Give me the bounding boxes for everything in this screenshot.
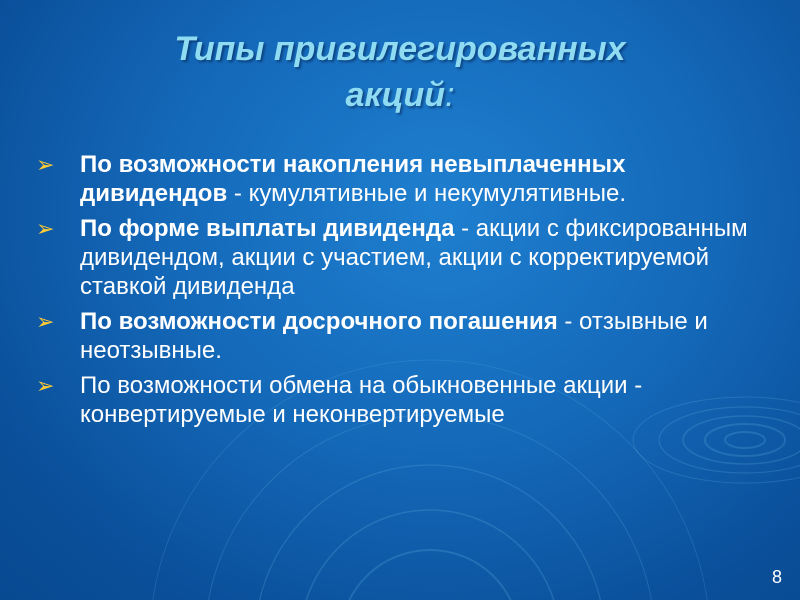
- arrow-bullet-icon: ➢: [36, 216, 55, 241]
- title-line-1: Типы привилегированных: [174, 30, 626, 68]
- bullet-bold-text: По возможности досрочного погашения: [80, 308, 558, 335]
- list-item: [36, 214, 756, 301]
- list-item: [36, 150, 756, 208]
- bullet-text: - акции с фиксированным дивидендом, акции с участием, акции с корректируемой ставкой дивиденда: [80, 215, 748, 300]
- title-line-2: [0, 72, 800, 118]
- title-line-2-text: акций: [345, 76, 446, 114]
- slide-title: [0, 26, 800, 118]
- page-number: 8: [771, 567, 782, 587]
- list-item: [36, 307, 756, 365]
- bullet-bold-text: По возможности накопления невыплаченных дивидендов: [80, 151, 626, 207]
- bullet-text: - кумулятивные и некумулятивные.: [227, 180, 627, 207]
- bullet-text: По возможности обмена на обыкновенные акции - конвертируемые и неконвертируемые: [80, 372, 643, 428]
- bullet-bold-text: По форме выплаты дивиденда: [80, 215, 455, 242]
- arrow-bullet-icon: ➢: [36, 309, 55, 334]
- arrow-bullet-icon: ➢: [36, 152, 55, 177]
- bullet-text: - отзывные и неотзывные.: [80, 308, 708, 364]
- bullet-list: [36, 150, 756, 435]
- arrow-bullet-icon: ➢: [36, 373, 55, 398]
- title-colon: :: [445, 76, 455, 114]
- list-item: [36, 371, 756, 429]
